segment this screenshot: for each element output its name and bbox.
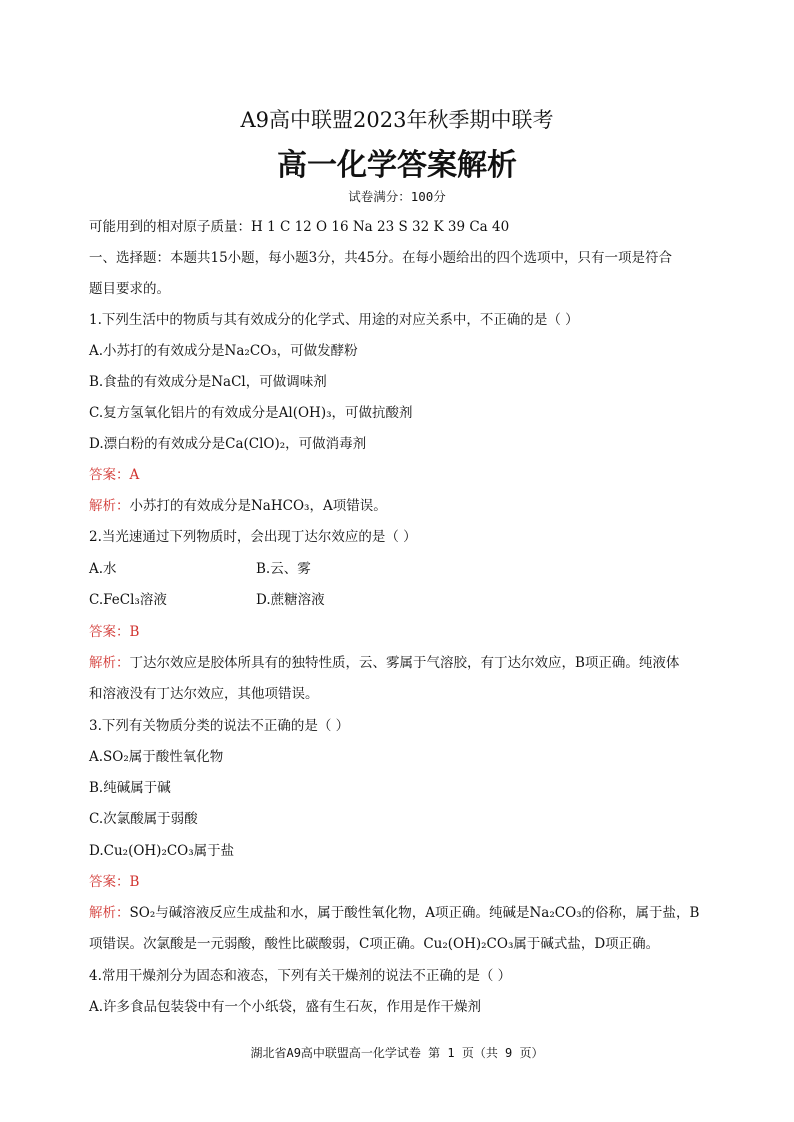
q2-stem: 2.当光速通过下列物质时，会出现丁达尔效应的是（ ） [89,529,417,545]
q3-option-c: C.次氯酸属于弱酸 [89,811,198,827]
q3-option-a: A.SO₂属于酸性氧化物 [89,749,224,765]
q1-analysis [89,497,387,515]
analysis-text: 丁达尔效应是胶体所具有的独特性质，云、雾属于气溶胶，有丁达尔效应，B项正确。纯液体 [129,655,680,671]
q1-option-d: D.漂白粉的有效成分是Ca(ClO)₂，可做消毒剂 [89,436,367,452]
page-footer: 湖北省A9高中联盟高一化学试卷 第 1 页（共 9 页） [250,1046,544,1060]
q1-answer: 答案：A [89,467,140,483]
q2-analysis [89,654,679,672]
q2-option-c: C.FeCl₃溶液 [89,592,167,608]
section-instructions-line1: 一、选择题：本题共15小题，每小题3分，共45分。在每小题给出的四个选项中，只有一项是符合 [89,250,672,266]
analysis-text: SO₂与碱溶液反应生成盐和水，属于酸性氧化物，A项正确。纯碱是Na₂CO₃的俗称，属于盐，B [129,905,700,921]
q2-option-a: A.水 [89,561,117,577]
q1-option-b: B.食盐的有效成分是NaCl，可做调味剂 [89,374,327,390]
q2-analysis-cont: 和溶液没有丁达尔效应，其他项错误。 [89,686,319,702]
q1-option-c: C.复方氢氧化铝片的有效成分是Al(OH)₃，可做抗酸剂 [89,405,413,421]
q1-stem: 1.下列生活中的物质与其有效成分的化学式、用途的对应关系中，不正确的是（ ） [89,312,579,328]
page-title: 高一化学答案解析 [277,148,517,183]
q4-stem: 4.常用干燥剂分为固态和液态，下列有关干燥剂的说法不正确的是（ ） [89,968,512,984]
analysis-label: 解析： [89,905,130,921]
exam-title: A9高中联盟2023年秋季期中联考 [240,108,554,132]
q1-option-a: A.小苏打的有效成分是Na₂CO₃，可做发酵粉 [89,343,358,359]
analysis-label: 解析： [89,498,130,514]
q2-option-d: D.蔗糖溶液 [256,592,325,608]
analysis-label: 解析： [89,655,130,671]
analysis-text: 小苏打的有效成分是NaHCO₃，A项错误。 [129,498,387,514]
q2-option-b: B.云、雾 [256,561,311,577]
q3-answer: 答案：B [89,874,140,890]
q3-analysis-cont: 项错误。次氯酸是一元弱酸，酸性比碳酸弱，C项正确。Cu₂(OH)₂CO₃属于碱式盐，D项正确。 [89,936,660,952]
q3-stem: 3.下列有关物质分类的说法不正确的是（ ） [89,718,350,734]
q4-option-a: A.许多食品包装袋中有一个小纸袋，盛有生石灰，作用是作干燥剂 [89,999,482,1015]
full-score: 试卷满分：100分 [348,189,446,204]
q3-option-d: D.Cu₂(OH)₂CO₃属于盐 [89,843,235,859]
q3-option-b: B.纯碱属于碱 [89,780,171,796]
q2-answer: 答案：B [89,624,140,640]
q3-analysis [89,904,699,922]
atomic-masses: 可能用到的相对原子质量：H 1 C 12 O 16 Na 23 S 32 K 39 Ca 40 [89,219,510,235]
section-instructions-line2: 题目要求的。 [89,281,170,297]
